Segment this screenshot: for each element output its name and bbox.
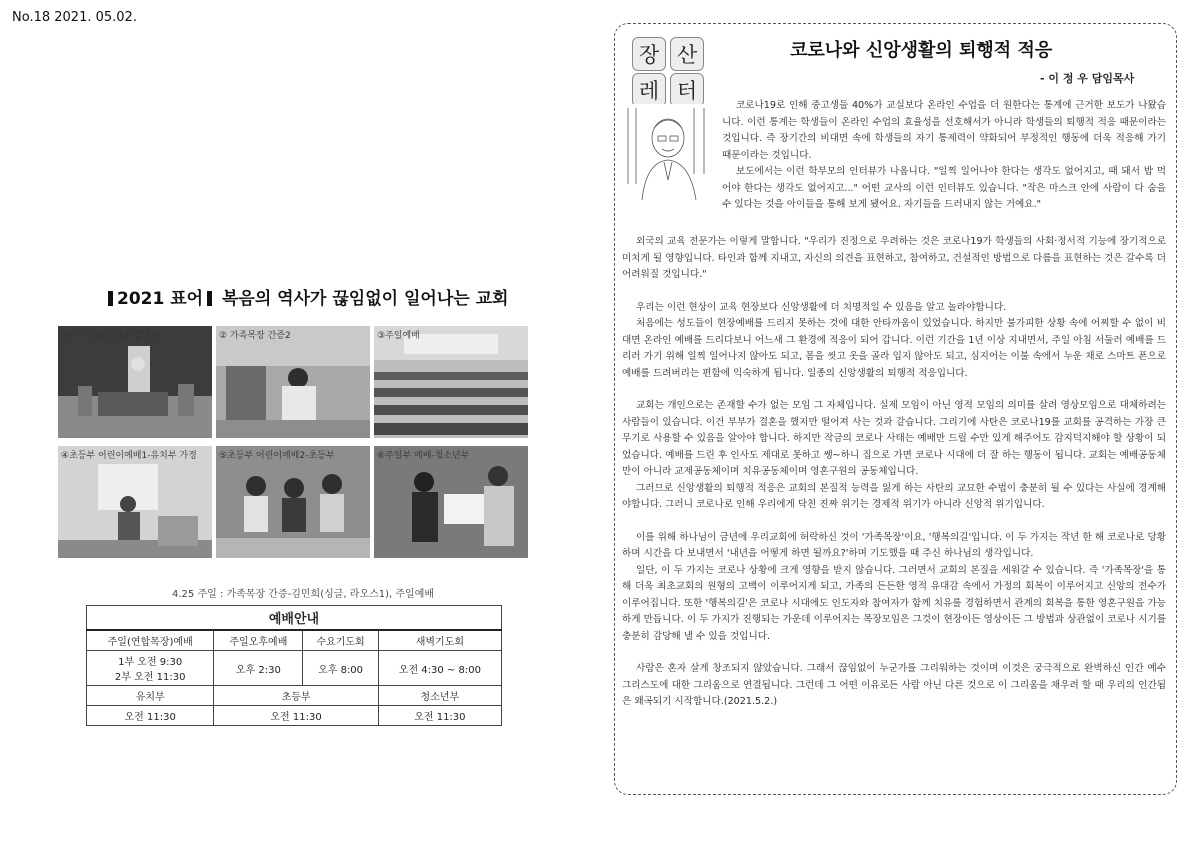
worship-header: 수요기도회 xyxy=(303,630,378,651)
motto-text: 복음의 역사가 끊임없이 일어나는 교회 xyxy=(222,289,509,309)
photo-caption-4: ④초등부 어린이예배1-유치부 가정 xyxy=(61,451,197,461)
dept-header: 청소년부 xyxy=(378,686,501,706)
worship-time: 오후 8:00 xyxy=(303,651,378,686)
photo-caption-1: ①가족목장 간증1-김민희 xyxy=(61,331,160,341)
dept-time: 오전 11:30 xyxy=(214,706,378,726)
motto-bar-right xyxy=(207,291,212,306)
photo-testimony-2 xyxy=(216,326,370,438)
photo-grid xyxy=(58,326,528,566)
article-body-interview xyxy=(722,164,1166,214)
photo-kids-worship-1 xyxy=(58,446,212,558)
article-paragraph: 외국의 교육 전문가는 이렇게 말합니다. "우리가 진정으로 우려하는 것은 코로나19가 학생들의 사회·정서적 기능에 장기적으로 미치게 될 영향입니다. 타인과 함께 지내고, 자신의 의견을 표현하고, 참여하고, 건설적인 방법으로 다름을 표현하는 것은 갈수록 더 어려워질 것입니다." xyxy=(622,236,1166,280)
motto-bar-left xyxy=(108,291,113,306)
dept-time: 오전 11:30 xyxy=(87,706,214,726)
worship-header: 주일오후예배 xyxy=(214,630,303,651)
dept-time: 오전 11:30 xyxy=(378,706,501,726)
article-paragraph: 교회는 개인으로는 존재할 수가 없는 모임 그 자체입니다. 실제 모임이 아닌 영적 모임의 의미를 살려 영상모임으로 대체하려는 사람들이 있습니다. 이건 부부가 결혼을 했지만 떨어져 사는 것과 같습니다. 그리기에 사탄은 코로나19를 교회를 공격하는 가장 큰 무기로 사용할 수 있음을 알아야 합니다. 하지만 작금의 코로나 사태는 예배만 드릴 수만 있게 해주어도 감지덕지해야 할 상황이 되었습니다. 예배를 드린 후 인사도 제대로 못하고 쌩~하니 집으로 가면 코로나 시대에 더 잘 하는 행동이 됩니다. 교회는 예배공동체만이 아니라 교제공동체이며 치유공동체이며 영혼구원의 공동체입니다. xyxy=(622,400,1166,477)
photo-youth-worship xyxy=(374,446,528,558)
worship-header: 주일(연합목장)예배 xyxy=(87,630,214,651)
badge-char: 산 xyxy=(670,37,704,71)
photo-caption-6: ⑥주일부 예배-청소년부 xyxy=(377,451,470,461)
dept-header: 유치부 xyxy=(87,686,214,706)
worship-time: 1부 오전 9:30 2부 오전 11:30 xyxy=(87,651,214,686)
church-motto xyxy=(104,284,508,309)
worship-time: 오후 2:30 xyxy=(214,651,303,686)
photo-sunday-worship xyxy=(374,326,528,438)
photo-testimony-1 xyxy=(58,326,212,438)
worship-table-title: 예배안내 xyxy=(87,606,502,631)
photo-caption-5: ⑤초등부 어린이예배2-초등부 xyxy=(219,451,335,461)
article-byline: - 이 정 우 담임목사 xyxy=(1040,72,1135,85)
article-title: 코로나와 신앙생활의 퇴행적 적응 xyxy=(790,40,1053,61)
article-body-intro xyxy=(722,98,1166,164)
worship-header: 새벽기도회 xyxy=(378,630,501,651)
article-body-main xyxy=(622,234,1166,711)
issue-number: No.18 2021. 05.02. xyxy=(12,10,137,25)
article-paragraph: 일단, 이 두 가지는 코로나 상황에 크게 영향을 받지 않습니다. 그러면서 교회의 본질을 세워갈 수 있습니다. 즉 '가족목장'을 통해 더욱 최초교회의 원형의 고백이 이루어지게 되고, 가족의 든든한 영적 유대감 속에서 가정의 회복이 이루어지고 신앙의 전수가 이루어집니다. 또한 '행복의길'은 코로나 시대에도 인도자와 참여자가 함께 치유를 경험하면서 관계의 회복을 통한 영혼구원을 가능하게 만듭니다. 이 두 가지가 진행되는 가운데 이루어지는 목장모임은 그것이 현장이든 영상이든 그 방법과 상관없이 코로나 시기를 충분히 감당해 낼 수 있을 것입니다. xyxy=(622,564,1166,642)
article-paragraph: 이를 위해 하나님이 금년에 우리교회에 허락하신 것이 '가족목장'이요, '행복의길'입니다. 이 두 가지는 작년 한 해 코로나로 당황하며 시간을 다 보내면서 '내년을 어떻게 하면 될까요?'하며 기도했을 때 주신 하나님의 생각입니다. xyxy=(622,531,1166,559)
badge-char: 레 xyxy=(632,73,666,107)
article-paragraph: 사람은 혼자 살게 창조되지 않았습니다. 그래서 끊임없이 누군가를 그리워하는 것이며 이것은 궁극적으로 완벽하신 인간 예수 그리스도에 대한 그리움으로 연결됩니다. 그런데 그 어떤 이유로든 사람 아닌 다른 것으로 이 그리움을 채우려 할 때 우리의 인간됨은 왜곡되기 시작합니다.(2021.5.2.) xyxy=(622,663,1166,707)
photo-grid-caption: 4.25 주일 : 가족목장 간증-김민희(싱글, 라오스1), 주일예배 xyxy=(172,589,435,600)
dept-header: 초등부 xyxy=(214,686,378,706)
photo-caption-2: ② 가족목장 간증2 xyxy=(219,331,291,341)
photo-kids-worship-2 xyxy=(216,446,370,558)
worship-schedule-table xyxy=(86,605,502,726)
photo-caption-3: ③주일예배 xyxy=(377,331,420,341)
article-paragraph: 코로나19로 인해 중고생들 40%가 교실보다 온라인 수업을 더 원한다는 통계에 근거한 보도가 나왔습니다. 이런 통계는 학생들이 온라인 수업의 효율성을 선호해서가 아니라 학생들의 퇴행적 적응 때문이라는 것입니다. 즉 장기간의 비대면 속에 학생들의 자기 통제력이 약화되어 부정적인 행동에 더욱 적응해 가기 때문이라는 것입니다. xyxy=(722,100,1166,161)
worship-time: 오전 4:30 ~ 8:00 xyxy=(378,651,501,686)
article-paragraph: 우리는 이런 현상이 교육 현장보다 신앙생활에 더 치명적일 수 있음을 알고 놀라야합니다. xyxy=(636,301,1007,313)
badge-char: 터 xyxy=(670,73,704,107)
column-badge xyxy=(632,37,708,109)
article-paragraph: 그러므로 신앙생활의 퇴행적 적응은 교회의 본질적 능력을 잃게 하는 사탄의 교묘한 수법이 충분히 될 수 있다는 사실에 경계해야합니다. 그러니 코로나로 인해 우리에게 닥친 진짜 위기는 경제적 위기가 아니라 신앙적 위기입니다. xyxy=(622,482,1166,510)
article-paragraph: 보도에서는 이런 학부모의 인터뷰가 나옵니다. "일찍 일어나야 한다는 생각도 없어지고, 때 돼서 밥 먹어야 한다는 생각도 없어지고..." 어떤 교사의 이런 인터뷰도 있습니다. "작은 마스크 안에 사람이 다 숨을 수 있다는 것을 아이들을 통해 보게 됐어요. 자기들을 드러내지 않는 거예요." xyxy=(722,166,1166,210)
article-paragraph: 처음에는 성도들이 현장예배를 드리지 못하는 것에 대한 안타까움이 있었습니다. 하지만 불가피한 상황 속에 어찌할 수 없이 비대면 온라인 예배를 드리다보니 어느새 그 환경에 적응이 되어 갑니다. 이런 기간을 1년 이상 지내면서, 주일 아침 서둘러 예배를 드리러 가기 위해 일찍 일어나지 않아도 되고, 몸을 씻고 옷을 골라 입지 않아도 되고, 심지어는 이불 속에서 누운 채로 스마트 폰으로 예배를 드려버리는 편함에 익숙하게 됩니다. 일종의 신앙생활의 퇴행적 적응입니다. xyxy=(622,318,1166,379)
motto-year: 2021 표어 xyxy=(117,289,204,309)
badge-char: 장 xyxy=(632,37,666,71)
pastor-portrait-illustration xyxy=(624,104,716,204)
